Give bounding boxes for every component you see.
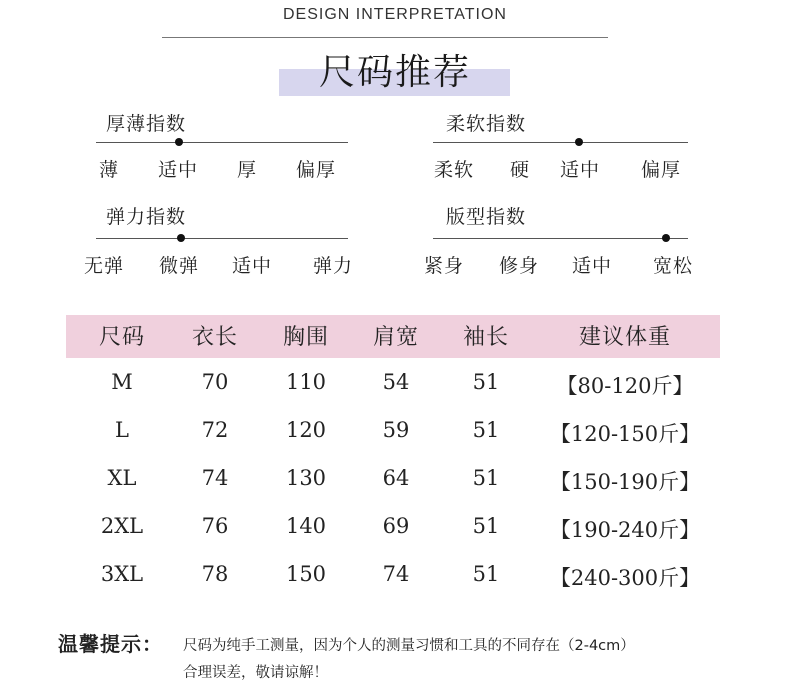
fit-index-title: 版型指数 xyxy=(446,206,527,228)
elasticity-option: 适中 xyxy=(232,255,273,277)
cell-shoulder: 69 xyxy=(382,514,410,538)
cell-size: M xyxy=(111,370,133,394)
cell-weight: 【240-300斤】 xyxy=(549,566,701,590)
cell-shoulder: 59 xyxy=(382,418,410,442)
cell-sleeve: 51 xyxy=(472,370,500,394)
tip-text-line-1: 尺码为纯手工测量，因为个人的测量习惯和工具的不同存在（2-4cm） xyxy=(183,638,635,654)
cell-length: 72 xyxy=(201,418,229,442)
cell-length: 76 xyxy=(201,514,229,538)
thickness-index-title: 厚薄指数 xyxy=(106,113,187,135)
cell-size: L xyxy=(115,418,129,442)
tip-label: 温馨提示： xyxy=(58,632,163,656)
column-header-chest: 胸围 xyxy=(282,325,329,350)
cell-size: 3XL xyxy=(100,562,144,586)
cell-sleeve: 51 xyxy=(472,514,500,538)
cell-chest: 140 xyxy=(285,514,327,538)
design-interpretation-heading: DESIGN INTERPRETATION xyxy=(283,6,507,23)
softness-index-marker xyxy=(575,138,583,146)
thickness-option: 厚 xyxy=(237,159,258,181)
fit-option: 适中 xyxy=(572,255,613,277)
cell-length: 70 xyxy=(201,370,229,394)
softness-index-line xyxy=(433,142,688,143)
elasticity-index-marker xyxy=(177,234,185,242)
cell-shoulder: 54 xyxy=(382,370,410,394)
cell-weight: 【80-120斤】 xyxy=(556,374,694,398)
cell-chest: 150 xyxy=(285,562,327,586)
softness-option: 适中 xyxy=(560,159,601,181)
column-header-length: 衣长 xyxy=(191,325,238,350)
fit-option: 紧身 xyxy=(424,255,465,277)
fit-option-selected: 宽松 xyxy=(653,255,694,277)
elasticity-option: 无弹 xyxy=(84,255,125,277)
cell-length: 74 xyxy=(201,466,229,490)
cell-weight: 【150-190斤】 xyxy=(549,470,701,494)
thickness-option: 偏厚 xyxy=(296,159,337,181)
cell-sleeve: 51 xyxy=(472,466,500,490)
page-title: 尺码推荐 xyxy=(318,52,471,93)
column-header-sleeve: 袖长 xyxy=(462,325,509,350)
cell-sleeve: 51 xyxy=(472,418,500,442)
fit-index-line xyxy=(433,238,688,239)
column-header-weight: 建议体重 xyxy=(578,325,671,350)
softness-index-title: 柔软指数 xyxy=(446,113,527,135)
elasticity-option: 弹力 xyxy=(313,255,354,277)
cell-chest: 120 xyxy=(285,418,327,442)
softness-option: 偏厚 xyxy=(641,159,682,181)
cell-shoulder: 64 xyxy=(382,466,410,490)
thickness-option: 薄 xyxy=(99,159,120,181)
cell-chest: 130 xyxy=(285,466,327,490)
cell-size: 2XL xyxy=(100,514,144,538)
softness-option-selected: 硬 xyxy=(510,159,531,181)
elasticity-index-title: 弹力指数 xyxy=(106,206,187,228)
thickness-index-marker xyxy=(175,138,183,146)
cell-weight: 【120-150斤】 xyxy=(549,422,701,446)
thickness-index-line xyxy=(96,142,348,143)
cell-shoulder: 74 xyxy=(382,562,410,586)
fit-index-marker xyxy=(662,234,670,242)
tip-text-line-2: 合理误差，敬请谅解！ xyxy=(183,665,328,681)
elasticity-index-line xyxy=(96,238,348,239)
elasticity-option-selected: 微弹 xyxy=(159,255,200,277)
cell-weight: 【190-240斤】 xyxy=(549,518,701,542)
cell-sleeve: 51 xyxy=(472,562,500,586)
cell-size: XL xyxy=(107,466,137,490)
softness-option: 柔软 xyxy=(434,159,475,181)
cell-chest: 110 xyxy=(285,370,327,394)
thickness-option-selected: 适中 xyxy=(158,159,199,181)
column-header-size: 尺码 xyxy=(98,325,145,350)
fit-option: 修身 xyxy=(499,255,540,277)
column-header-shoulder: 肩宽 xyxy=(372,325,419,350)
header-rule xyxy=(162,37,608,38)
cell-length: 78 xyxy=(201,562,229,586)
